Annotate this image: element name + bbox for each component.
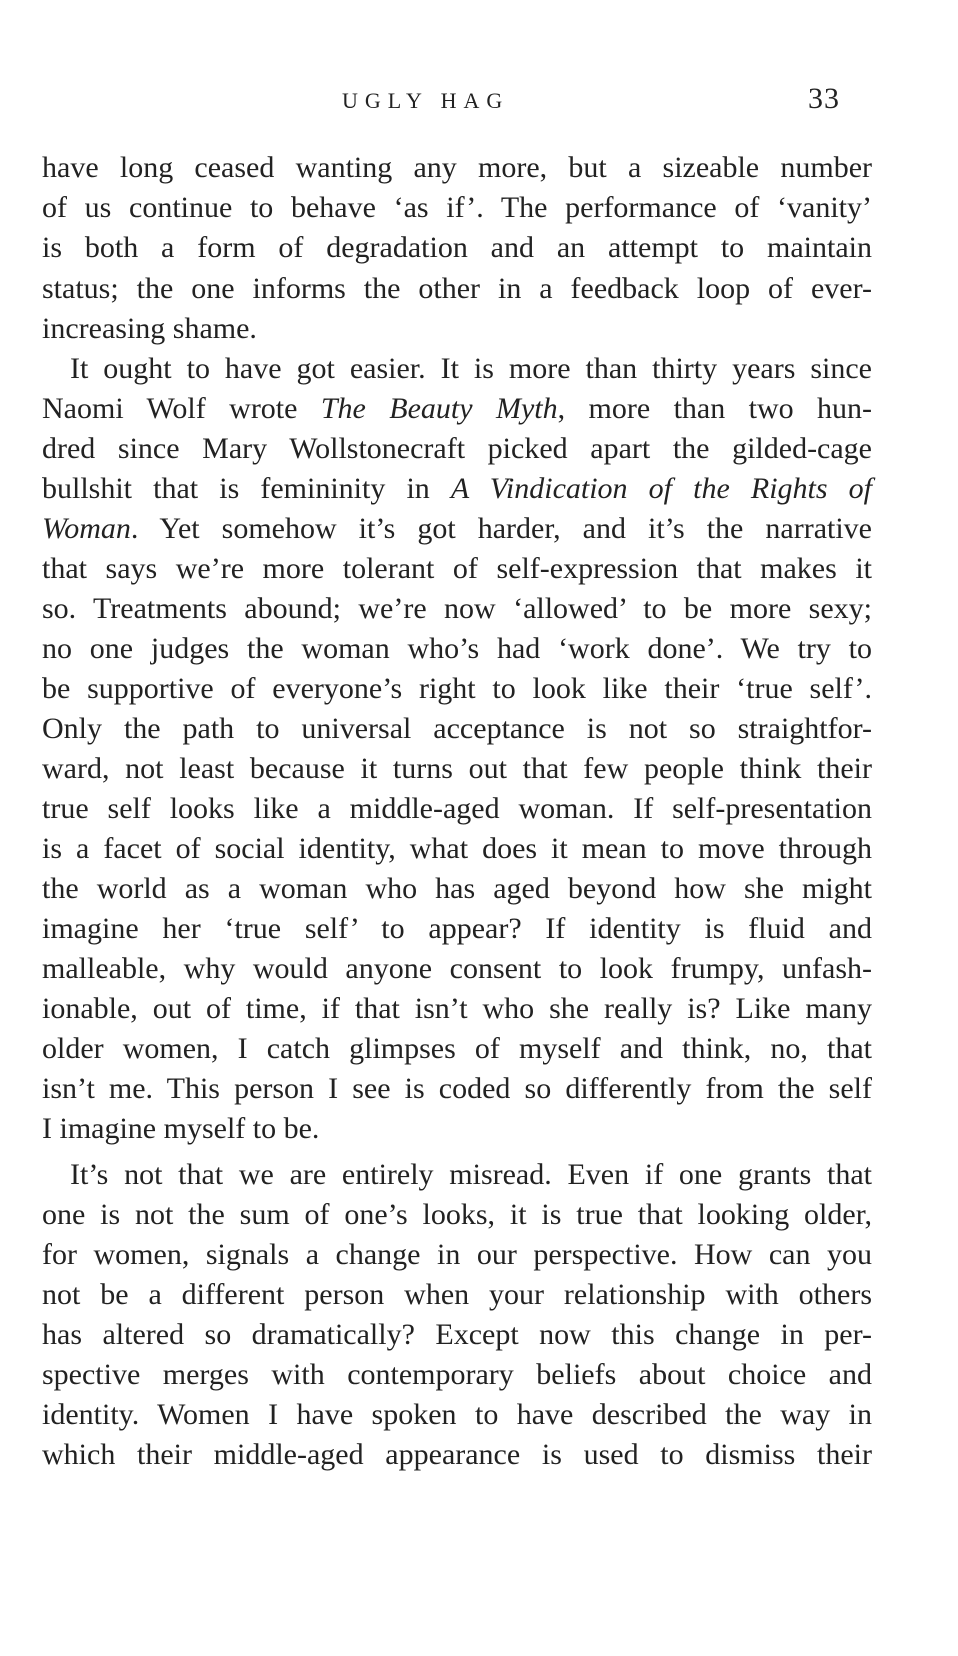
text-run: , more than two hun- [557,392,873,425]
text-run: bullshit that is femininity in [42,472,451,505]
text-run: dred since Mary Wollstonecraft picked apart the gilded-cage [42,432,872,465]
text-run: ward, not least because it turns out that few people think their [42,752,872,785]
text-line [42,791,872,827]
text-run: status; the one informs the other in a feedback loop of ever- [42,272,872,305]
text-line [42,1437,872,1473]
text-line [42,591,872,627]
text-line [42,431,872,467]
text-run: increasing shame. [42,312,257,345]
text-line [42,751,872,787]
italic-title: A Vindication of the Rights of [450,472,873,505]
text-run: It ought to have got easier. It is more than thirty years since [70,352,872,385]
text-line [42,671,872,707]
text-line [42,991,872,1027]
text-run: Naomi Wolf wrote [42,392,321,425]
text-line [42,951,872,987]
text-line [70,1157,872,1193]
text-line [42,190,872,226]
text-run: for women, signals a change in our perspective. How can you [42,1238,872,1271]
text-run: the world as a woman who has aged beyond how she might [42,872,872,905]
page-number: 33 [808,82,840,115]
text-run: It’s not that we are entirely misread. Even if one grants that [70,1158,872,1191]
text-line [42,911,872,947]
text-line [42,871,872,907]
text-line [42,1197,872,1233]
text-run: malleable, why would anyone consent to look frumpy, unfash- [42,952,872,985]
text-line [42,391,872,427]
text-run: one is not the sum of one’s looks, it is true that looking older, [42,1198,872,1231]
text-line [42,711,872,747]
text-run: of us continue to behave ‘as if’. The performance of ‘vanity’ [42,191,872,224]
running-title: UGLY HAG [342,88,510,113]
text-run: no one judges the woman who’s had ‘work done’. We try to [42,632,872,665]
text-line [42,551,872,587]
text-run: that says we’re more tolerant of self-expression that makes it [42,552,872,585]
text-run: isn’t me. This person I see is coded so differently from the self [42,1072,872,1105]
text-run: older women, I catch glimpses of myself and think, no, that [42,1032,872,1065]
text-run: imagine her ‘true self’ to appear? If identity is fluid and [42,912,872,945]
text-run: not be a different person when your relationship with others [42,1278,872,1311]
text-line [42,1071,872,1107]
text-line [42,631,872,667]
text-run: has altered so dramatically? Except now this change in per- [42,1318,872,1351]
text-run: have long ceased wanting any more, but a sizeable number [42,151,872,184]
text-line [42,1397,872,1433]
text-line [42,1277,872,1313]
text-run: which their middle-aged appearance is used to dismiss their [42,1438,872,1471]
text-run: true self looks like a middle-aged woman. If self-presentation [42,792,872,825]
text-line [42,471,872,507]
text-line [42,230,872,266]
text-run: ionable, out of time, if that isn’t who she really is? Like many [42,992,872,1025]
text-line [42,1031,872,1067]
text-run: so. Treatments abound; we’re now ‘allowed’ to be more sexy; [42,592,872,625]
text-run: is both a form of degradation and an attempt to maintain [42,231,872,264]
text-run: Only the path to universal acceptance is not so straightfor- [42,712,872,745]
text-line [42,271,872,307]
text-line [70,351,872,387]
text-line [42,150,872,186]
text-run: identity. Women I have spoken to have described the way in [42,1398,872,1431]
text-run: spective merges with contemporary beliefs about choice and [42,1358,872,1391]
text-line [42,1237,872,1273]
italic-title: The Beauty Myth [320,392,558,425]
text-line [42,311,872,347]
text-line [42,831,872,867]
text-run: I imagine myself to be. [42,1112,320,1145]
text-run: be supportive of everyone’s right to look like their ‘true self’. [42,672,872,705]
text-line [42,1111,872,1147]
text-line [42,1317,872,1353]
text-run: is a facet of social identity, what does it mean to move through [42,832,872,865]
text-run: . Yet somehow it’s got harder, and it’s the narrative [130,512,872,545]
italic-title: Woman [42,512,131,545]
text-line [42,511,872,547]
text-line [42,1357,872,1393]
